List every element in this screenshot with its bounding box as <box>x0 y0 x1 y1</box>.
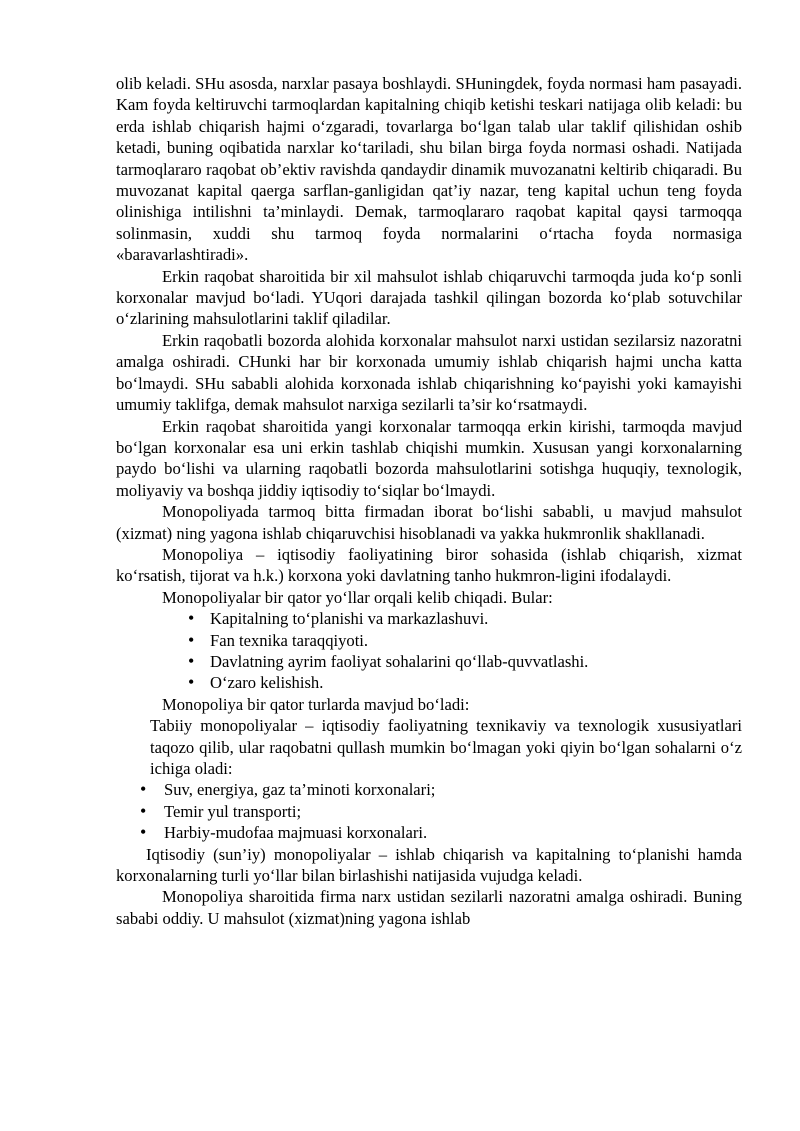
paragraph-9: Tabiiy monopoliyalar – iqtisodiy faoliyatning texnikaviy va texnologik xususiyatlari taqozo qilib, ular raqobatni qullash mumkin bo‘lmagan yoki qiyin bo‘lgan sohalarni o‘z ichiga oladi: <box>150 716 742 778</box>
paragraph-10: Iqtisodiy (sun’iy) monopoliyalar – ishlab chiqarish va kapitalning to‘planishi hamda korxonalarning turli yo‘llar bilan birlashishi natijasida vujudga keladi. <box>116 844 742 886</box>
list-item: • Suv, energiya, gaz ta’minoti korxonalari; <box>140 779 742 800</box>
paragraph-5: Monopoliyada tarmoq bitta firmadan iborat bo‘lishi sababli, u mavjud mahsulot (xizmat) ning yagona ishlab chiqaruvchisi hisoblanadi va yakka hukmronlik shakllanadi. <box>116 502 742 543</box>
list-item: • Harbiy-mudofaa majmuasi korxonalari. <box>140 822 742 843</box>
origins-list <box>116 608 742 694</box>
list-item: • Davlatning ayrim faoliyat sohalarini qo‘llab-quvvatlashi. <box>188 651 742 672</box>
paragraph-8: Monopoliya bir qator turlarda mavjud bo‘ladi: <box>162 694 470 714</box>
paragraph-2: Erkin raqobat sharoitida bir xil mahsulot ishlab chiqaruvchi tarmoqda juda ko‘p sonli korxonalar mavjud bo‘ladi. YUqori darajada tashkil qilingan bozorda ko‘plab sotuvchilar o‘zlarining mahsulotlarini taklif qiladilar. <box>116 266 742 329</box>
paragraph-6: Monopoliya – iqtisodiy faoliyatining biror sohasida (ishlab chiqarish, xizmat ko‘rsatish, tijorat va h.k.) korxona yoki davlatning tanho hukmron-ligini ifodalaydi. <box>116 544 742 586</box>
paragraph-1: olib keladi. SHu asosda, narxlar pasaya boshlaydi. SHuningdek, foyda normasi ham pasayadi. Kam foyda keltiruvchi tarmoqlardan kapitalning chiqib ketishi teskari natijaga olib keladi: bu erda ishlab chiqarish hajmi o‘zgaradi, tovarlarga bo‘lgan talab ular taklif qilishidan oshib ketadi, buning oqibatida narxlar ko‘tariladi, shu bilan birga foyda normasi oshadi. Natijada tarmoqlararo raqobat ob’ektiv ravishda qandaydir dinamik muvozanatni keltirib chiqaradi. Bu muvozanat kapital qaerga sarflan-ganligidan qat’iy nazar, teng kapital uchun teng foyda olinishiga intilishni ta’minlaydi. Demak, tarmoqlararo raqobat kapital qaysi tarmoqqa solinmasin, xuddi shu tarmoq foyda normalarini o‘rtacha foyda normasiga «baravarlashtiradi». <box>116 74 742 265</box>
list-item: • Fan texnika taraqqiyoti. <box>188 630 742 651</box>
natural-monopoly-list <box>116 779 742 843</box>
list-item: • Temir yul transporti; <box>140 801 742 822</box>
paragraph-7: Monopoliyalar bir qator yo‘llar orqali kelib chiqadi. Bular: <box>162 587 553 607</box>
paragraph-11: Monopoliya sharoitida firma narx ustidan sezilarli nazoratni amalga oshiradi. Buning sababi oddiy. U mahsulot (xizmat)ning yagona ishlab <box>116 887 742 928</box>
document-page <box>116 73 742 929</box>
list-item: • O‘zaro kelishish. <box>188 672 742 693</box>
paragraph-4: Erkin raqobat sharoitida yangi korxonalar tarmoqqa erkin kirishi, tarmoqda mavjud bo‘lgan korxonalar esa uni erkin tashlab chiqishi mumkin. Xususan yangi korxonalarning paydo bo‘lishi va ularning raqobatli bozorda mahsulotlarini sotishga huquqiy, texnologik, moliyaviy va boshqa jiddiy iqtisodiy to‘siqlar bo‘lmaydi. <box>116 416 742 500</box>
list-item: • Kapitalning to‘planishi va markazlashuvi. <box>188 608 742 629</box>
paragraph-3: Erkin raqobatli bozorda alohida korxonalar mahsulot narxi ustidan sezilarsiz nazoratni amalga oshiradi. CHunki har bir korxonada umumiy ishlab chiqarish hajmi uncha katta bo‘lmaydi. SHu sababli alohida korxonada ishlab chiqarishning ko‘payishi yoki kamayishi umumiy taklifga, demak mahsulot narxiga sezilarli ta’sir ko‘rsatmaydi. <box>116 330 742 415</box>
